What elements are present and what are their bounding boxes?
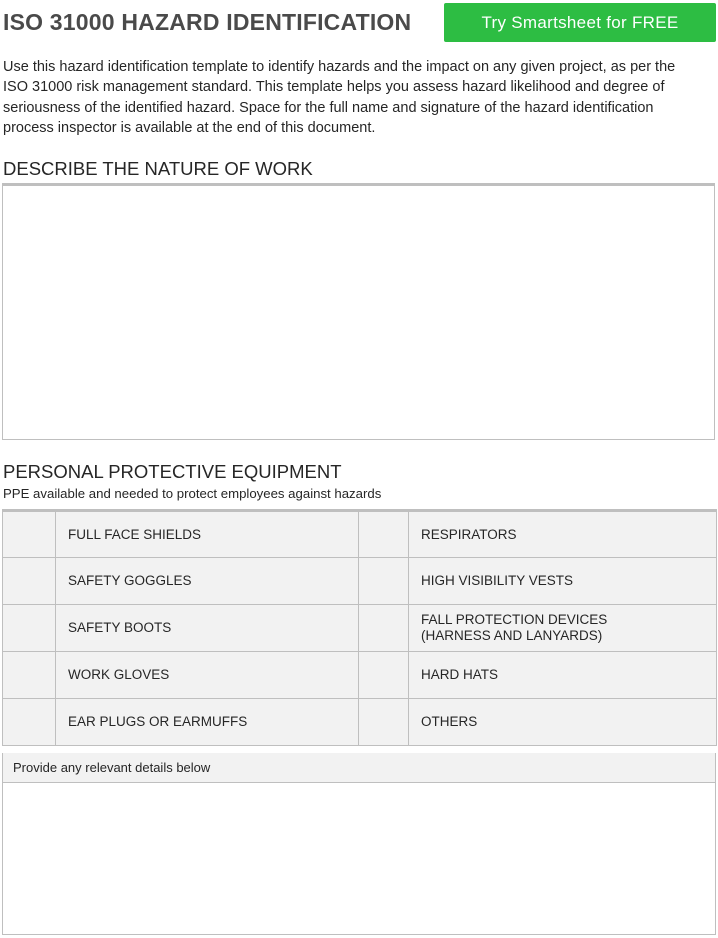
ppe-item-label — [56, 699, 359, 746]
ppe-section-heading: PERSONAL PROTECTIVE EQUIPMENT — [3, 461, 342, 482]
table-row — [3, 699, 717, 746]
ppe-item-label — [409, 699, 717, 746]
ppe-checkbox[interactable] — [359, 511, 409, 558]
ppe-item-label — [409, 605, 717, 652]
ppe-item-text: EAR PLUGS OR EARMUFFS — [68, 714, 248, 729]
ppe-checkbox[interactable] — [359, 652, 409, 699]
ppe-checkbox[interactable] — [359, 699, 409, 746]
ppe-checkbox[interactable] — [3, 699, 56, 746]
ppe-item-label — [56, 605, 359, 652]
ppe-item-text: FALL PROTECTION DEVICES — [421, 612, 608, 627]
ppe-checkbox[interactable] — [3, 558, 56, 605]
ppe-checkbox[interactable] — [359, 605, 409, 652]
ppe-item-text: FULL FACE SHIELDS — [68, 526, 202, 542]
ppe-item-text: HARD HATS — [421, 667, 499, 682]
ppe-item-label — [56, 652, 359, 699]
ppe-subheading: PPE available and needed to protect employees against hazards — [3, 486, 382, 501]
ppe-item-text: WORK GLOVES — [68, 667, 170, 682]
ppe-checkbox[interactable] — [3, 605, 56, 652]
ppe-checkbox[interactable] — [3, 652, 56, 699]
ppe-item-text: RESPIRATORS — [421, 526, 517, 542]
ppe-item-label — [409, 652, 717, 699]
table-row — [3, 511, 717, 558]
ppe-item-label — [56, 558, 359, 605]
ppe-checklist-table — [2, 509, 717, 746]
ppe-item-text: SAFETY BOOTS — [68, 620, 172, 635]
ppe-item-text: OTHERS — [421, 714, 478, 729]
details-label: Provide any relevant details below — [2, 753, 716, 783]
intro-paragraph: Use this hazard identification template to identify hazards and the impact on any given project, as per the ISO 31000 risk management standard. This template helps you assess hazard likelihood and degree of seriousness of the identified hazard. Space for the full name and signature of the hazard identification process inspector is available at the end of this document. — [3, 59, 676, 136]
table-row — [3, 558, 717, 605]
ppe-item-label — [56, 511, 359, 558]
table-row — [3, 652, 717, 699]
work-description-field[interactable] — [2, 183, 715, 440]
details-field[interactable] — [2, 783, 716, 935]
ppe-item-label — [409, 558, 717, 605]
ppe-item-text: HIGH VISIBILITY VESTS — [421, 573, 574, 588]
ppe-item-text: (HARNESS AND LANYARDS) — [421, 628, 603, 643]
work-section-heading: DESCRIBE THE NATURE OF WORK — [3, 158, 313, 179]
ppe-item-text: SAFETY GOGGLES — [68, 573, 192, 588]
ppe-checkbox[interactable] — [3, 511, 56, 558]
table-row — [3, 605, 717, 652]
ppe-checkbox[interactable] — [359, 558, 409, 605]
page-title: ISO 31000 HAZARD IDENTIFICATION — [3, 9, 412, 35]
try-smartsheet-button[interactable]: Try Smartsheet for FREE — [444, 3, 716, 42]
ppe-item-label — [409, 511, 717, 558]
